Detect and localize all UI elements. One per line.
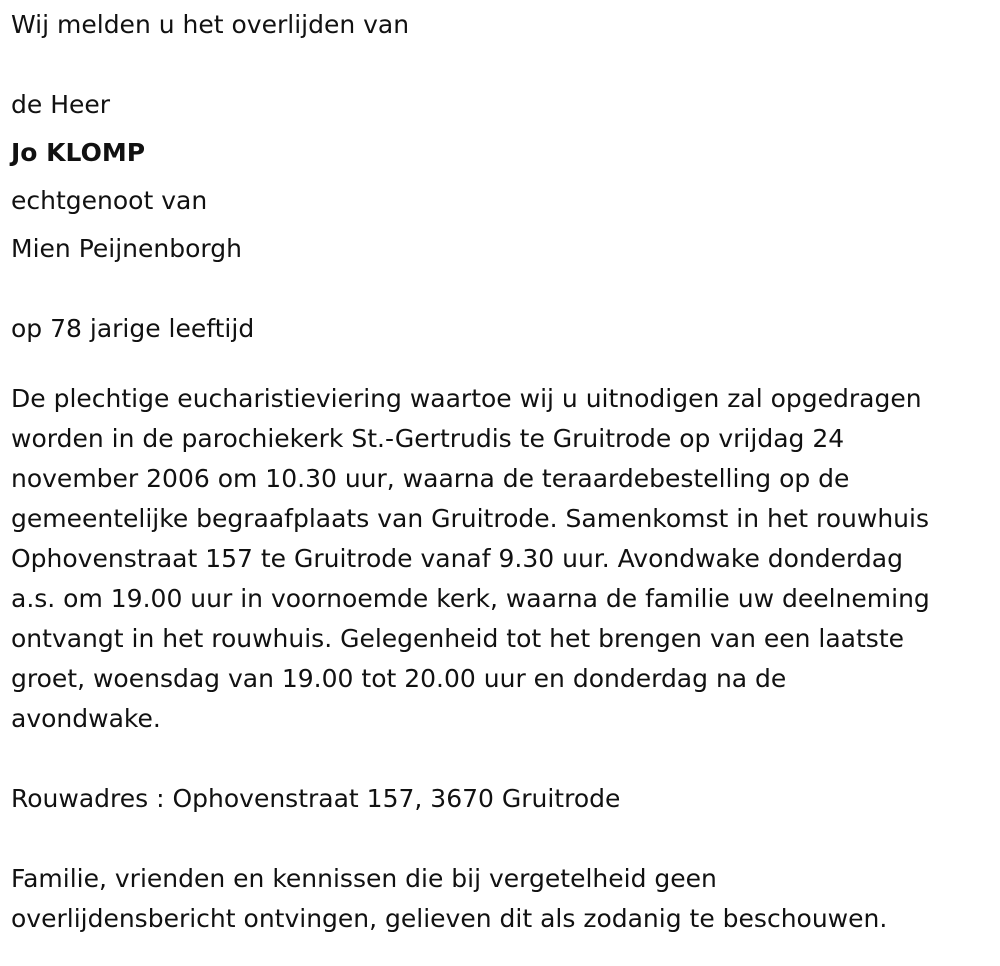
relation-text: echtgenoot van	[11, 186, 208, 215]
ceremony-line: gemeentelijke begraafplaats van Gruitrode. Samenkomst in het rouwhuis	[11, 504, 929, 533]
spacer	[11, 739, 996, 779]
ceremony-line: november 2006 om 10.30 uur, waarna de teraardebestelling op de	[11, 464, 850, 493]
death-notice	[11, 0, 996, 939]
spacer	[11, 819, 996, 859]
closing-line: Familie, vrienden en kennissen die bij vergetelheid geen	[11, 864, 717, 893]
ceremony-line: a.s. om 19.00 uur in voornoemde kerk, waarna de familie uw deelneming	[11, 584, 930, 613]
closing-paragraph	[11, 859, 996, 939]
honorific: de Heer	[11, 90, 111, 119]
ceremony-paragraph	[11, 379, 996, 739]
ceremony-line: De plechtige eucharistieviering waartoe wij u uitnodigen zal opgedragen	[11, 384, 922, 413]
deceased-name: Jo KLOMP	[11, 138, 146, 167]
spacer	[11, 273, 996, 305]
closing-line: overlijdensbericht ontvingen, gelieven dit als zodanig te beschouwen.	[11, 904, 888, 933]
spouse-name: Mien Peijnenborgh	[11, 234, 242, 263]
address-line: Rouwadres : Ophovenstraat 157, 3670 Gruitrode	[11, 784, 621, 813]
ceremony-line: avondwake.	[11, 704, 161, 733]
ceremony-line: groet, woensdag van 19.00 tot 20.00 uur en donderdag na de	[11, 664, 787, 693]
intro-text: Wij melden u het overlijden van	[11, 10, 410, 39]
ceremony-line: Ophovenstraat 157 te Gruitrode vanaf 9.30 uur. Avondwake donderdag	[11, 544, 903, 573]
ceremony-line: ontvangt in het rouwhuis. Gelegenheid tot het brengen van een laatste	[11, 624, 905, 653]
ceremony-line: worden in de parochiekerk St.-Gertrudis te Gruitrode op vrijdag 24	[11, 424, 845, 453]
spacer	[11, 353, 996, 379]
age-text: op 78 jarige leeftijd	[11, 314, 255, 343]
spacer	[11, 49, 996, 81]
address-paragraph	[11, 779, 996, 819]
